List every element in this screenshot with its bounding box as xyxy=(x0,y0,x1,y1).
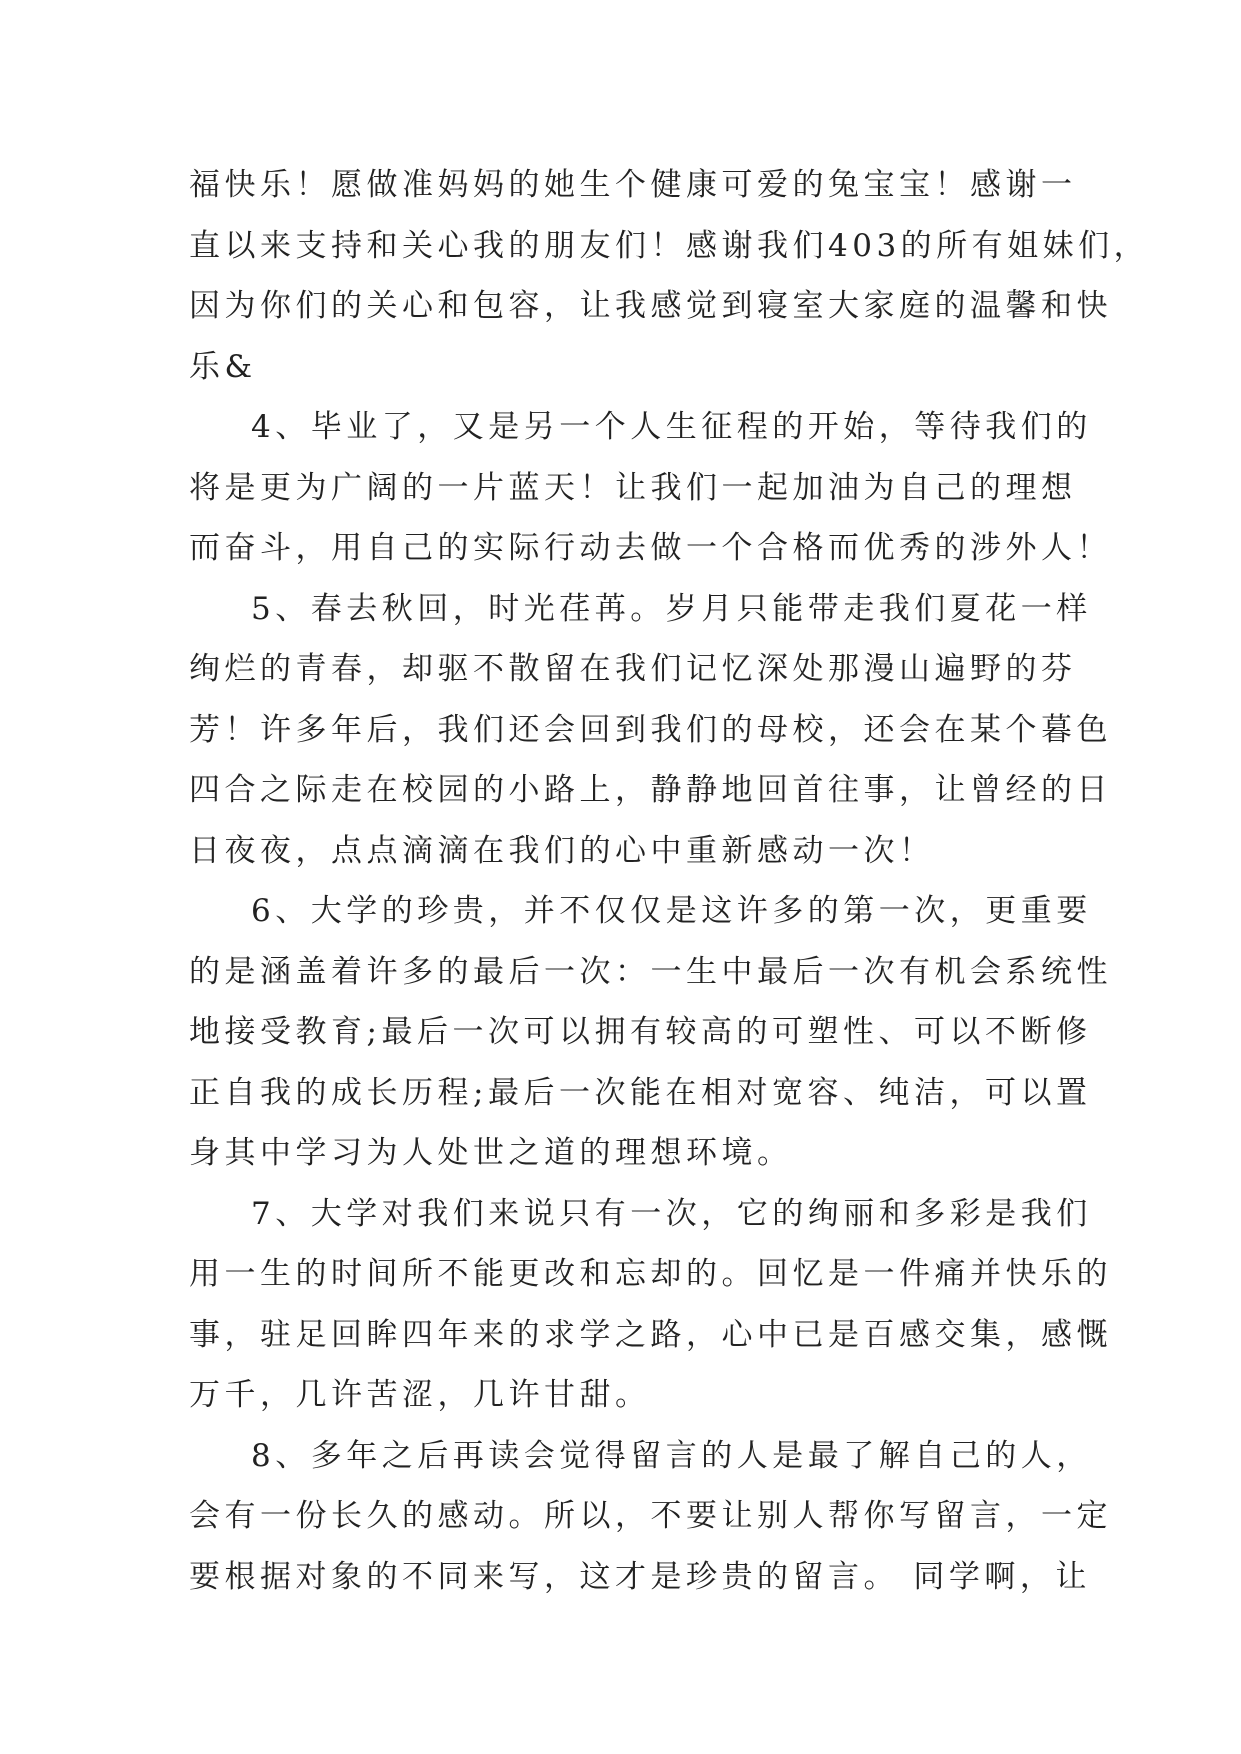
text-line: 芳！许多年后，我们还会回到我们的母校，还会在某个暮色 xyxy=(189,711,1112,748)
text-line: 正自我的成长历程;最后一次能在相对宽容、纯洁，可以置 xyxy=(189,1074,1092,1111)
text-line: 会有一份长久的感动。所以，不要让别人帮你写留言，一定 xyxy=(189,1498,1112,1534)
text-line: 福快乐！愿做准妈妈的她生个健康可爱的兔宝宝！感谢一 xyxy=(189,167,1077,203)
paragraph-first-line: 6、大学的珍贵，并不仅仅是这许多的第一次，更重要 xyxy=(251,893,1092,929)
text-line: 乐& xyxy=(189,348,257,385)
document-body xyxy=(189,155,1150,1607)
text-line: 将是更为广阔的一片蓝天！让我们一起加油为自己的理想 xyxy=(189,469,1077,506)
text-line: 直以来支持和关心我的朋友们！感谢我们403的所有姐妹们， xyxy=(189,227,1150,264)
text-line: 的是涵盖着许多的最后一次：一生中最后一次有机会系统性 xyxy=(189,953,1112,990)
text-line: 用一生的时间所不能更改和忘却的。回忆是一件痛并快乐的 xyxy=(189,1256,1112,1292)
text-line: 因为你们的关心和包容，让我感觉到寝室大家庭的温馨和快 xyxy=(189,288,1112,324)
text-line: 四合之际走在校园的小路上，静静地回首往事，让曾经的日 xyxy=(189,772,1112,808)
text-line: 而奋斗，用自己的实际行动去做一个合格而优秀的涉外人！ xyxy=(189,530,1112,566)
text-line: 万千，几许苦涩，几许甘甜。 xyxy=(189,1377,651,1413)
paragraph-first-line: 5、春去秋回，时光荏苒。岁月只能带走我们夏花一样 xyxy=(251,590,1092,627)
text-line: 事，驻足回眸四年来的求学之路，心中已是百感交集，感慨 xyxy=(189,1316,1112,1353)
paragraph-first-line: 7、大学对我们来说只有一次，它的绚丽和多彩是我们 xyxy=(251,1195,1092,1232)
paragraph-first-line: 4、毕业了，又是另一个人生征程的开始，等待我们的 xyxy=(251,409,1092,445)
text-line: 日夜夜，点点滴滴在我们的心中重新感动一次！ xyxy=(189,832,935,869)
text-line: 绚烂的青春，却驱不散留在我们记忆深处那漫山遍野的芬 xyxy=(189,651,1077,687)
text-line: 要根据对象的不同来写，这才是珍贵的留言。 同学啊，让 xyxy=(189,1558,1091,1595)
text-line: 身其中学习为人处世之道的理想环境。 xyxy=(189,1135,793,1171)
text-line: 地接受教育;最后一次可以拥有较高的可塑性、可以不断修 xyxy=(189,1014,1092,1050)
paragraph-first-line: 8、多年之后再读会觉得留言的人是最了解自己的人， xyxy=(251,1437,1092,1474)
